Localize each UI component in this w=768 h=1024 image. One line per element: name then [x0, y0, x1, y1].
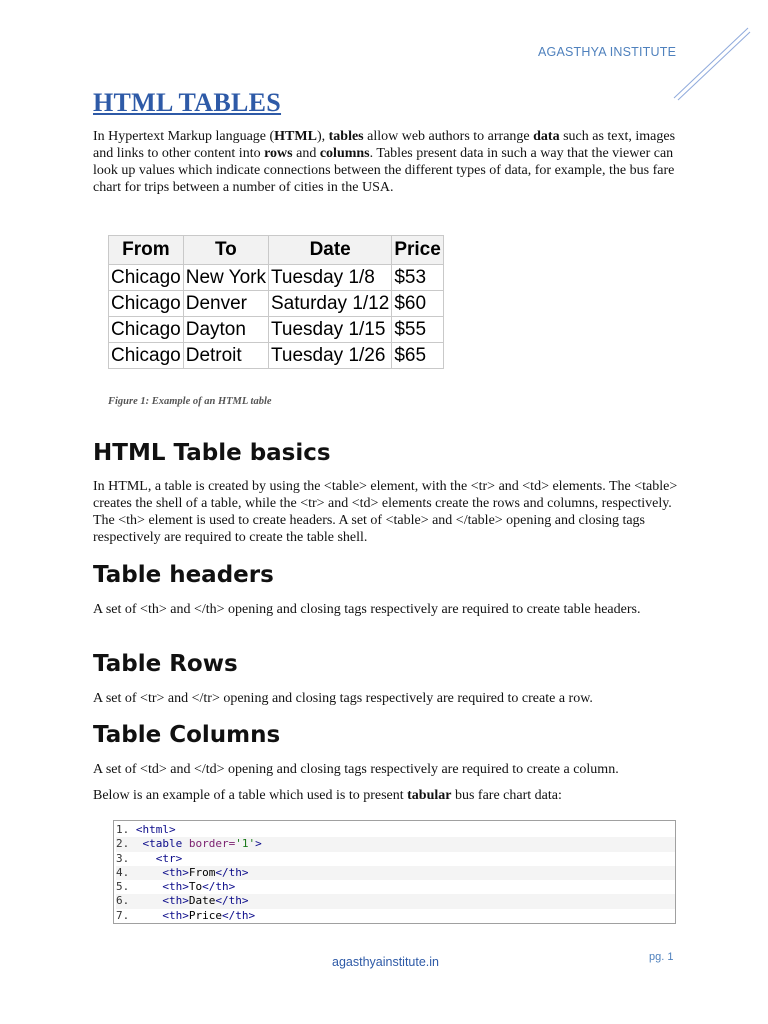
paragraph-table-headers: A set of <th> and </th> opening and closing tags respectively are required to create table headers. [93, 602, 641, 617]
table-cell: $53 [392, 265, 443, 291]
code-line: 4. <th>From</th> [116, 866, 675, 880]
table-cell: $65 [392, 343, 443, 369]
code-line: 2. <table border='1'> [116, 837, 675, 851]
table-cell: Tuesday 1/8 [269, 265, 392, 291]
table-cell: New York [183, 265, 268, 291]
table-cell: Tuesday 1/15 [269, 317, 392, 343]
table-cell: Chicago [109, 265, 184, 291]
heading-table-columns: Table Columns [93, 722, 281, 748]
table-row [109, 291, 444, 317]
header-institute-name: AGASTHYA INSTITUTE [538, 45, 677, 59]
code-line: 6. <th>Date</th> [116, 894, 675, 908]
paragraph-table-basics: In HTML, a table is created by using the <table> element, with the <tr> and <td> elements. The <table> creates the shell of a table, while the <tr> and <td> elements create the rows and columns, respectively. The <th> element is used to create headers. A set of <table> and </table> opening and closing tags respectively are required to create the table shell. [93, 479, 678, 545]
header-cell-to: To [183, 236, 268, 265]
page-number: pg. 1 [649, 951, 674, 963]
table-cell: Dayton [183, 317, 268, 343]
table-cell: Chicago [109, 291, 184, 317]
paragraph-table-columns: A set of <td> and </td> opening and closing tags respectively are required to create a column. [93, 762, 619, 777]
footer-site-link[interactable]: agasthyainstitute.in [332, 955, 440, 969]
table-row [109, 265, 444, 291]
table-cell: $55 [392, 317, 443, 343]
table-row [109, 343, 444, 369]
code-listing [113, 820, 676, 924]
heading-table-basics: HTML Table basics [93, 440, 331, 466]
table-cell: Denver [183, 291, 268, 317]
table-header-row [109, 236, 444, 265]
code-line: 7. <th>Price</th> [116, 908, 256, 922]
example-intro-paragraph: Below is an example of a table which used is to present tabular bus fare chart data: [93, 788, 562, 803]
header-decoration-lines [672, 26, 752, 102]
intro-paragraph: In Hypertext Markup language (HTML), tables allow web authors to arrange data such as text, images and links to other content into rows and columns. Tables present data in such a way that the viewer can look up values which indicate connections between the different types of data, for example, the bus fare chart for trips between a number of cities in the USA. [93, 129, 676, 195]
code-line: 5. <th>To</th> [116, 880, 236, 894]
table-cell: Saturday 1/12 [269, 291, 392, 317]
table-row [109, 317, 444, 343]
header-cell-from: From [109, 236, 184, 265]
code-line: 3. <tr> [116, 851, 183, 865]
bus-fare-table [108, 235, 444, 369]
table-cell: $60 [392, 291, 443, 317]
figure-caption: Figure 1: Example of an HTML table [108, 396, 272, 407]
table-cell: Tuesday 1/26 [269, 343, 392, 369]
header-cell-price: Price [392, 236, 443, 265]
page-title: HTML TABLES [93, 88, 282, 117]
heading-table-headers: Table headers [93, 562, 274, 588]
code-line: 1. <html> [116, 823, 176, 836]
table-cell: Chicago [109, 317, 184, 343]
table-cell: Chicago [109, 343, 184, 369]
header-cell-date: Date [269, 236, 392, 265]
table-cell: Detroit [183, 343, 268, 369]
paragraph-table-rows: A set of <tr> and </tr> opening and closing tags respectively are required to create a row. [93, 691, 593, 706]
heading-table-rows: Table Rows [93, 651, 238, 677]
